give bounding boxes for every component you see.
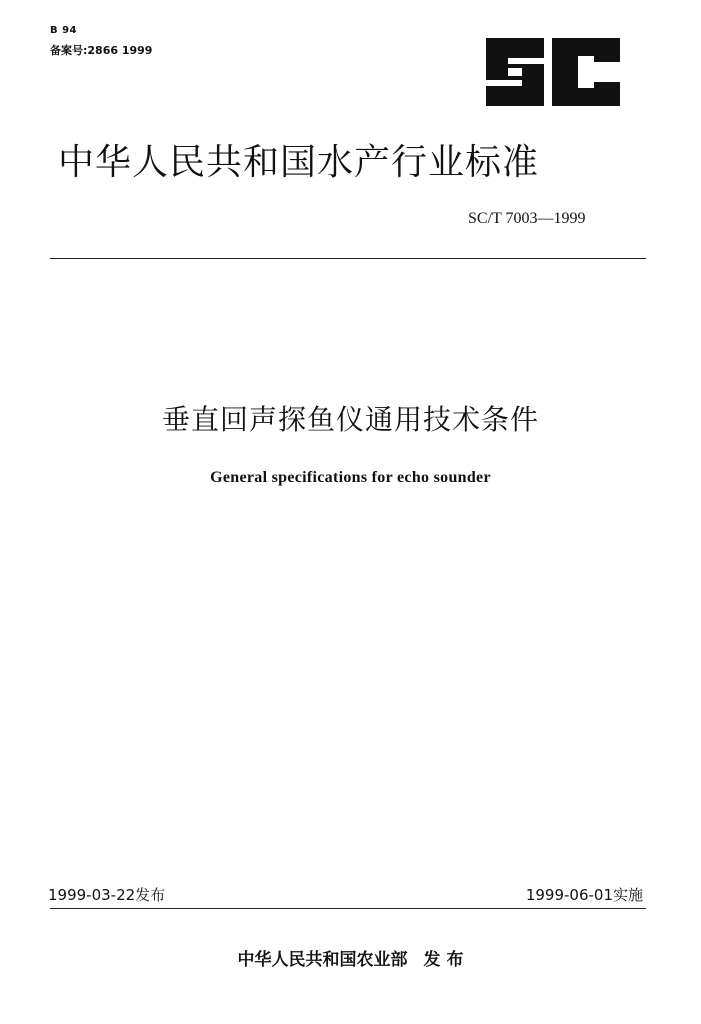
issuer-action: 发 布 bbox=[423, 950, 464, 970]
standard-number: SC/T 7003—1999 bbox=[468, 210, 586, 227]
sc-logo bbox=[482, 34, 624, 110]
issue-date: 1999-03-22发布 bbox=[48, 886, 166, 904]
record-number: 备案号:2866 1999 bbox=[50, 44, 153, 57]
issuer-line bbox=[0, 945, 701, 970]
issuer-name: 中华人民共和国农业部 bbox=[237, 950, 408, 970]
footer-divider bbox=[50, 908, 646, 909]
header-divider bbox=[50, 258, 646, 259]
classification-code: B 94 bbox=[50, 25, 78, 36]
document-title-english: General specifications for echo sounder bbox=[210, 469, 491, 486]
effective-date: 1999-06-01实施 bbox=[525, 886, 643, 904]
standard-title: 中华人民共和国水产行业标准 bbox=[58, 142, 540, 183]
document-title-chinese: 垂直回声探鱼仪通用技术条件 bbox=[161, 403, 539, 436]
